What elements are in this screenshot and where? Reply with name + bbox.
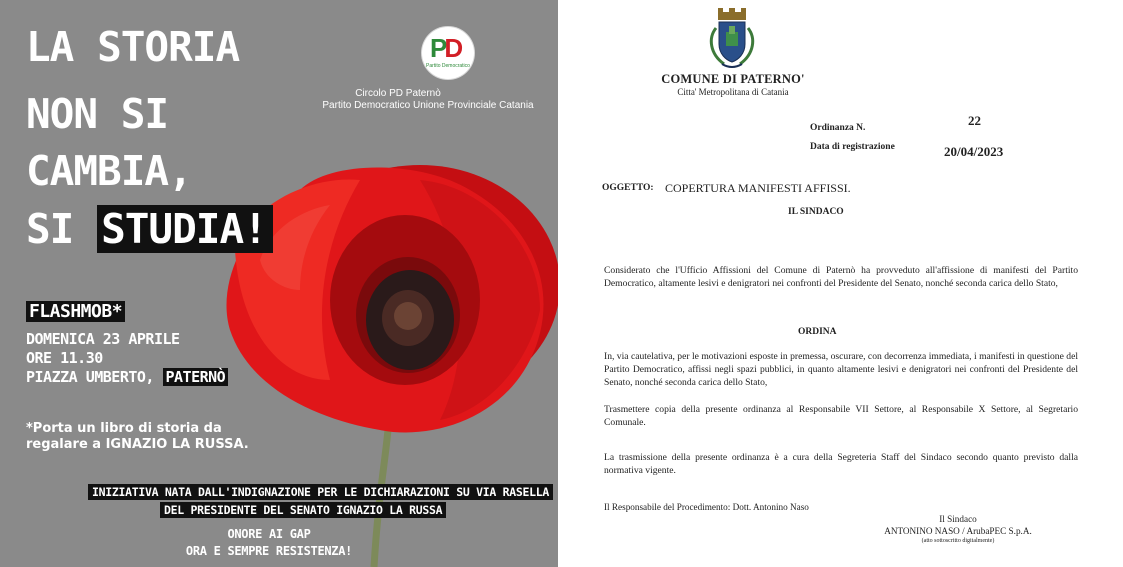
initiative-line-1: INIZIATIVA NATA DALL'INDIGNAZIONE PER LE DICHIARAZIONI SU VIA RASELLA (88, 484, 553, 500)
event-time: ORE 11.30 (26, 349, 103, 367)
flashmob-label: FLASHMOB* (26, 302, 125, 321)
book-note: *Porta un libro di storia da regalare a IGNAZIO LA RUSSA. (26, 421, 249, 452)
initiative-line-2: DEL PRESIDENTE DEL SENATO IGNAZIO LA RUSSA (160, 502, 446, 518)
ordina-paragraph: In, via cautelativa, per le motivazioni esposte in premessa, oscurare, con decorrenza immediata, i manifesti in questione del Partito Democratico, affissi negli spazi pubblici, in quanto altamente lesivi e denigratori nei confronti del Presidente del Senato, nonché seconda carica dello Stato, (604, 351, 1078, 388)
signature-note: (atto sottoscritto digitalmente) (921, 538, 995, 544)
signature-name: ANTONINO NASO / ArubaPEC S.p.A. (884, 526, 1032, 536)
registration-date-label: Data di registrazione (810, 142, 895, 152)
headline-line-1: LA STORIA (26, 23, 240, 71)
event-place: PIAZZA UMBERTO, PATERNÒ (26, 368, 228, 387)
trasmettere-paragraph: Trasmettere copia della presente ordinanza al Responsabile VII Settore, al Responsabile X Settore, al Segretario Comunale. (604, 404, 1078, 428)
ordinance-document (558, 0, 1123, 567)
responsabile-line: Il Responsabile del Procedimento: Dott. Antonino Naso (604, 502, 809, 512)
headline-line-2: NON SI (26, 90, 169, 138)
ordinanza-number: 22 (968, 113, 981, 128)
headline-line-3: CAMBIA, (26, 147, 192, 195)
oggetto-value: COPERTURA MANIFESTI AFFISSI. (665, 181, 851, 195)
signature-title: Il Sindaco (939, 514, 977, 524)
comune-name: COMUNE DI PATERNO' (661, 72, 805, 86)
party-union-name: Partito Democratico Unione Provinciale Catania (322, 100, 534, 111)
oggetto-label: OGGETTO: (602, 183, 654, 193)
ordina-heading: ORDINA (798, 327, 837, 337)
event-date: DOMENICA 23 APRILE (26, 330, 180, 348)
ordinanza-label: Ordinanza N. (810, 123, 866, 133)
sindaco-heading: IL SINDACO (788, 207, 844, 217)
municipal-crest-icon (702, 8, 762, 70)
slogan-line-2: ORA E SEMPRE RESISTENZA! (185, 544, 353, 558)
flashmob-poster (0, 0, 558, 567)
registration-date: 20/04/2023 (944, 144, 1004, 159)
trasmissione-paragraph: La trasmissione della presente ordinanza è a cura della Segreteria Staff del Sindaco secondo quanto previsto dalla normativa vigente. (604, 452, 1078, 476)
circolo-name: Circolo PD Paternò (355, 88, 441, 99)
pd-party-logo: PD Partito Democratico (422, 27, 474, 79)
slogan-line-1: ONORE AI GAP (227, 527, 311, 541)
poppy-flower-image (0, 0, 558, 567)
headline-line-4: SI STUDIA! (26, 206, 273, 252)
considerato-paragraph: Considerato che l'Ufficio Affissioni del Comune di Paternò ha provveduto all'affissione di manifesti del Partito Democratico, altamente lesivi e denigratori nei confronti del Presidente del Senato, nonché seconda carica dello Stato, (604, 265, 1078, 289)
citta-metropolitana: Citta' Metropolitana di Catania (677, 87, 789, 97)
